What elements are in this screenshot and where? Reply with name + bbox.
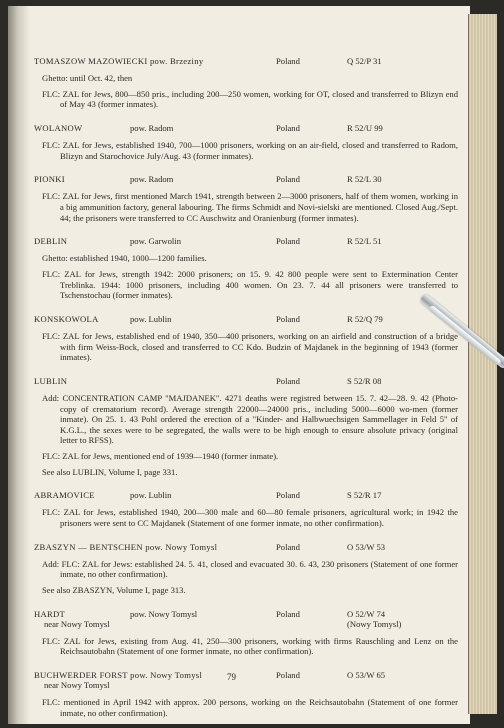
entry-line: Ghetto: until Oct. 42, then [42,73,133,83]
country: Poland [276,122,300,133]
place-name: BUCHWERDER FORST pow. Nowy Tomysl [34,670,203,681]
entries-list [34,56,458,724]
place-subtitle: near Nowy Tomysl [44,618,110,629]
entry-header [34,123,458,135]
entry-header [34,542,458,554]
map-reference: R 52/L 51 [347,236,382,247]
district: pow. Radom [130,122,174,133]
country: Poland [276,608,300,619]
map-reference: S 52/R 17 [347,490,382,501]
entry-header [34,376,458,388]
entry-header [34,174,458,186]
entry-line: FLC: ZAL for Jews, established end of 1940, 350—400 prisoners, working on an airfield and construction of a bridge with firm Weiss-Bock, closed and transferred to CC Kdo. Budzin of Majdanek in the beginning of 1943 (former inmates). [42,330,458,363]
map-reference: O 53/W 53 [347,541,386,552]
entry-line: Ghetto: established 1940, 1000—1200 families. [42,253,207,264]
entry-line: FLC: ZAL for Jews, first mentioned March 1941, strength between 2—3000 prisoners, half of them women, working in a big ammunition factory, general labouring. The firms Schmidt and Novi-sielski are mentioned. Closed Aug./Sept. 44; the prisoners were transferred to CC Auschwitz and Oranienburg (former inmates). [42,191,458,223]
entry-line: FLC: ZAL for Jews, 800—850 pris., including 200—250 women, working for OT, closed and transferred to Blizyn end of May 43 (former inmates). [42,88,458,110]
entry-konskowola [34,314,458,363]
map-reference: Q 52/P 31 [347,56,382,66]
entry-deblin [34,236,458,301]
entry-line: See also LUBLIN, Volume I, page 331. [42,466,178,477]
entry-line: FLC: ZAL for Jews, strength 1942: 2000 prisoners; on 15. 9. 42 800 people were sent to Extermination Center Treblinka. 1944: 1000 prisoners, including 400 women. On 23. 7. 44 all prisoners were transferred to Tschenstochau (former inmates). [42,268,458,301]
country: Poland [276,670,300,681]
map-reference: R 52/U 99 [347,122,383,133]
entry-line: FLC: ZAL for Jews, established 1940, 700—1000 prisoners, working on an air-field, closed and transferred to Radom, Blizyn and Starochovice July/Aug. 43 (former inmates). [42,139,458,161]
entry-header [34,609,458,631]
map-reference-note: (Nowy Tomysl) [347,618,402,629]
place-name: LUBLIN [34,375,68,386]
district: pow. Nowy Tomysl [130,608,198,619]
page-number: 79 [227,672,236,682]
country: Poland [276,541,300,552]
entry-tomaszow [34,56,458,110]
place-name: HARDT [34,608,66,619]
district: pow. Radom [130,174,174,185]
entry-header [34,236,458,248]
map-reference: O 52/W 74 [347,608,386,619]
country: Poland [276,490,300,501]
place-name: ABRAMOVICE [34,490,95,501]
entry-line: FLC: mentioned in April 1942 with approx. 200 persons, working on the Reichsautobahn (Statement of one former inmate, no other confirmation). [42,697,458,718]
place-name: TOMASZOW MAZOWIECKI pow. Brzeziny [34,56,204,66]
country: Poland [276,236,300,247]
entry-abramovice [34,490,458,528]
entry-line: Add: CONCENTRATION CAMP "MAJDANEK". 4271 deaths were registred between 15. 7. 42—28. 9. 42 (Photo-copy of crematorium record). Average strength 22000—24000 pris., including 5000—6000 wo-men (former inmate). On 25. 1. 43 Pohl ordered the erection of a "Kinder- and Halbwuechsigen Sammellager in Feld 5" of K.G.L., the sexes were to be segregated, the walls were to be high enough to ensure absolute privacy (original letter to RFSS). [42,392,458,446]
entry-hardt [34,609,458,657]
entry-line: FLC: ZAL for Jews, existing from Aug. 41, 250—300 prisoners, working with firms Rauschling and Lenz on the Reichsautobahn (Statement of one former inmate, no other confirmation). [42,635,458,657]
place-name: KONSKOWOLA [34,313,99,324]
place-subtitle: near Nowy Tomysl [44,680,110,691]
entry-line: Add: FLC: ZAL for Jews: established 24. 5. 41, closed and evacuated 30. 6. 43, 230 prisoners (Statement of one former inmate, no other confirmation). [42,558,458,580]
district: pow. Lublin [130,313,172,324]
place-name: DEBLIN [34,236,68,247]
district: pow. Lublin [130,490,172,501]
country: Poland [276,313,300,324]
place-name: WOLANOW [34,122,83,133]
page-edges [468,14,497,714]
district: pow. Garwolin [130,236,181,247]
entry-pionki [34,174,458,223]
entry-line: See also ZBASZYN, Volume I, page 313. [42,585,186,596]
place-name: ZBASZYN — BENTSCHEN pow. Nowy Tomysl [34,541,218,552]
map-reference: R 52/Q 79 [347,313,383,324]
entry-wolanow [34,123,458,161]
map-reference: S 52/R 08 [347,375,382,386]
place-name: PIONKI [34,174,65,185]
page-gutter-shadow [8,6,30,724]
entry-zbaszyn [34,542,458,596]
entry-header [34,56,458,68]
entry-header [34,314,458,326]
entry-lublin [34,376,458,478]
map-reference: O 53/W 65 [347,670,386,681]
book-page [8,6,470,724]
map-reference: R 52/L 30 [347,174,382,185]
entry-header [34,490,458,502]
entry-buchwerder-forst [34,670,458,718]
entry-line: FLC: ZAL for Jews, established 1940, 200—300 male and 60—80 female prisoners, agricultural work; in 1942 the prisoners were sent to CC Majdanek (Statement of one former inmate, no other confirmation). [42,507,458,529]
country: Poland [276,56,300,66]
entry-line: FLC: ZAL for Jews, mentioned end of 1939—1940 (former inmate). [42,451,279,462]
entry-header [34,670,458,692]
country: Poland [276,375,300,386]
country: Poland [276,174,300,185]
